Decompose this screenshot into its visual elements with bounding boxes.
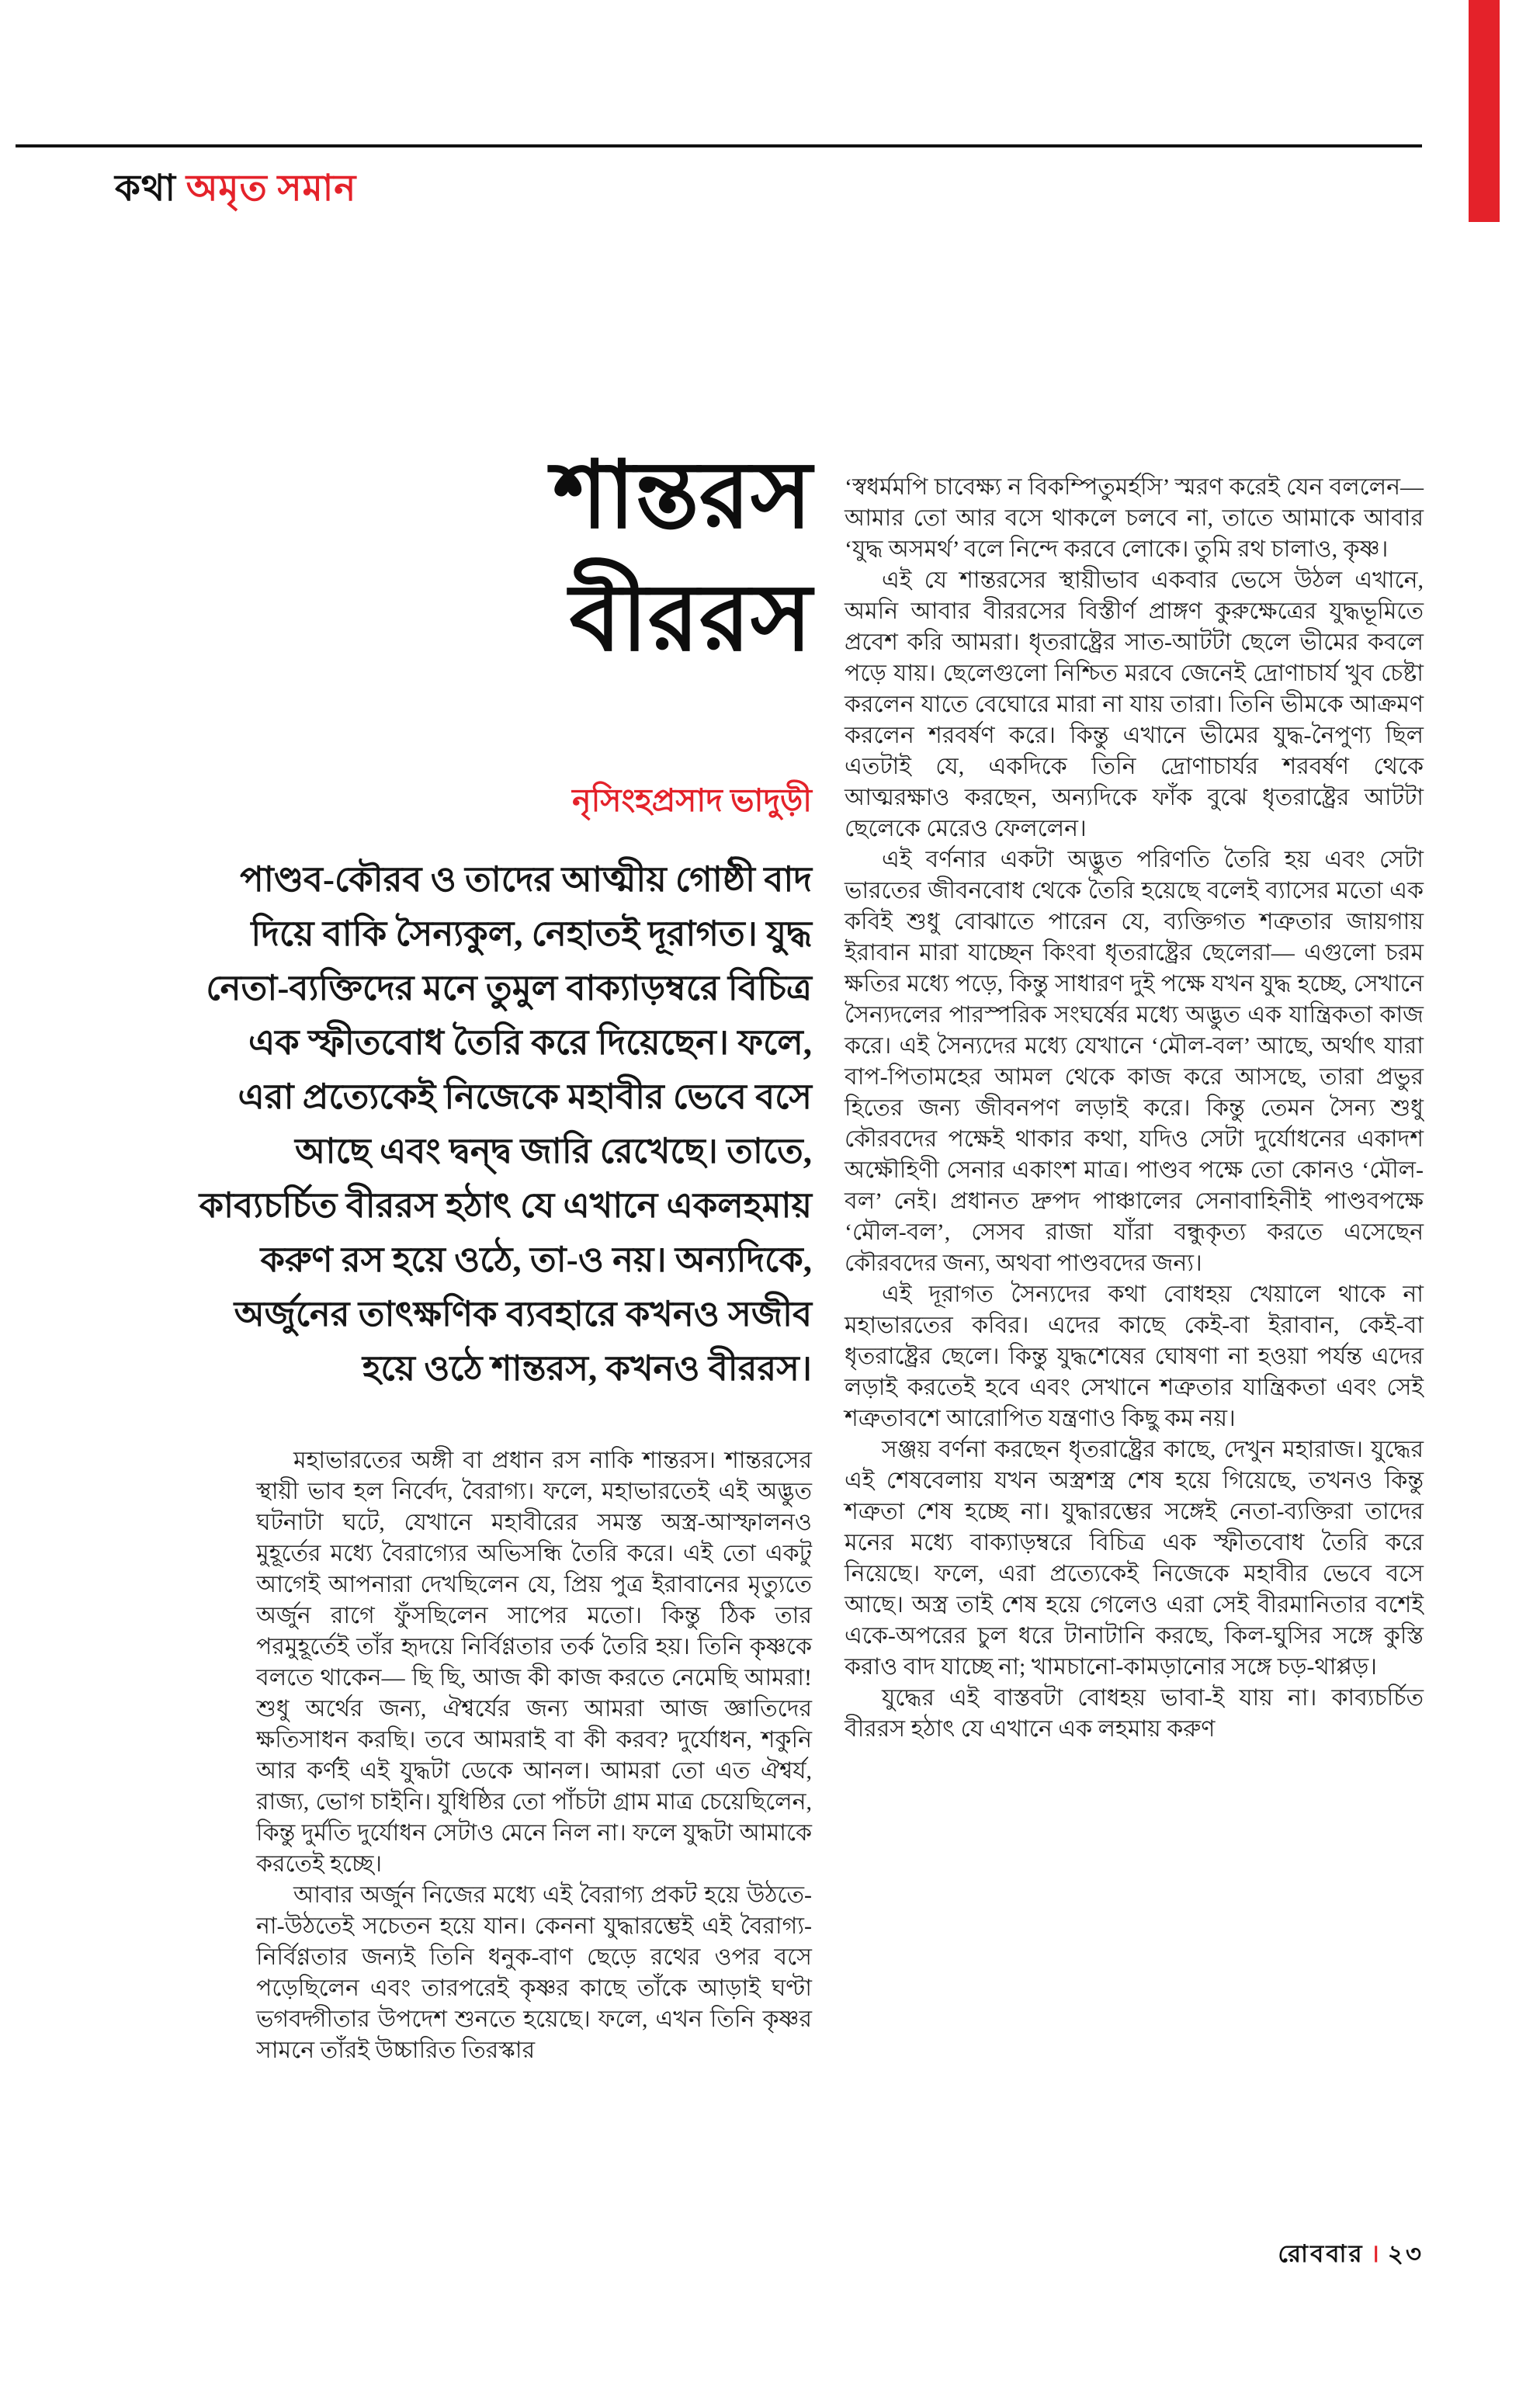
body-paragraph: সঞ্জয় বর্ণনা করছেন ধৃতরাষ্ট্রের কাছে, দেখুন মহারাজ। যুদ্ধের এই শেষবেলায় যখন অস্ত্রশস্ত্র শেষ হয়ে গিয়েছে, তখনও কিন্তু শত্রুতা শেষ হচ্ছে না। যুদ্ধারম্ভের সঙ্গেই নেতা-ব্যক্তিরা তাদের মনের মধ্যে বাক্যাড়ম্বরে বিচিত্র এক স্ফীতবোধ তৈরি করে নিয়েছে। ফলে, এরা প্রত্যেকেই নিজেকে মহাবীর ভেবে বসে আছে। অস্ত্র তাই শেষ হয়ে গেলেও এরা সেই বীরমানিতার বশেই একে-অপরের চুল ধরে টানাটানি করছে, কিল-ঘুসির সঙ্গে কুস্তি করাও বাদ যাচ্ছে না; খামচানো-কামড়ানোর সঙ্গে চড়-থাপ্পড়।	[845, 1437, 1424, 1680]
body-paragraph: এই যে শান্তরসের স্থায়ীভাব একবার ভেসে উঠল এখানে, অমনি আবার বীররসের বিস্তীর্ণ প্রাঙ্গণ কুরুক্ষেত্রের যুদ্ধভূমিতে প্রবেশ করি আমরা। ধৃতরাষ্ট্রের সাত-আটটা ছেলে ভীমের কবলে পড়ে যায়। ছেলেগুলো নিশ্চিত মরবে জেনেই দ্রোণাচার্য খুব চেষ্টা করলেন যাতে বেঘোরে মারা না যায় তারা। তিনি ভীমকে আক্রমণ করলেন শরবর্ষণ করে। কিন্তু এখানে ভীমের যুদ্ধ-নৈপুণ্য ছিল এতটাই যে, একদিকে তিনি দ্রোণাচার্যর শরবর্ষণ থেকে আত্মরক্ষাও করছেন, অন্যদিকে ফাঁক বুঝে ধৃতরাষ্ট্রের আটটা ছেলেকে মেরেও ফেললেন।	[845, 567, 1424, 841]
body-paragraph: এই দূরাগত সৈন্যদের কথা বোধহয় খেয়ালে থাকে না মহাভারতের কবির। এদের কাছে কেই-বা ইরাবান, কেই-বা ধৃতরাষ্ট্রের ছেলে। কিন্তু যুদ্ধশেষের ঘোষণা না হওয়া পর্যন্ত এদের লড়াই করতেই হবে এবং সেখানে শত্রুতার যান্ত্রিকতা এবং সেই শত্রুতাবশে আরোপিত যন্ত্রণাও কিছু কম নয়।	[845, 1281, 1424, 1431]
header-rule	[16, 144, 1422, 147]
standfirst-line: করুণ রস হয়ে ওঠে, তা-ও নয়। অন্যদিকে,	[260, 1240, 812, 1279]
body-paragraph: ‘স্বধর্মমপি চাবেক্ষ্য ন বিকম্পিতুমর্হসি’ স্মরণ করেই যেন বললেন— আমার তো আর বসে থাকলে চলবে না, তাতে আমাকে আবার ‘যুদ্ধ অসমর্থ’ বলে নিন্দে করবে লোকে। তুমি রথ চালাও, কৃষ্ণ।	[845, 474, 1424, 562]
standfirst-line: এরা প্রত্যেকেই নিজেকে মহাবীর ভেবে বসে	[238, 1077, 812, 1116]
standfirst-line: কাব্যচর্চিত বীররস হঠাৎ যে এখানে একলহমায়	[199, 1186, 812, 1225]
footer-magazine-name: রোববার	[1278, 2240, 1365, 2267]
body-paragraph: এই বর্ণনার একটা অদ্ভুত পরিণতি তৈরি হয় এবং সেটা ভারতের জীবনবোধ থেকে তৈরি হয়েছে বলেই ব্যাসের মতো এক কবিই শুধু বোঝাতে পারেন যে, ব্যক্তিগত শত্রুতার জায়গায় ইরাবান মারা যাচ্ছেন কিংবা ধৃতরাষ্ট্রের ছেলেরা— এগুলো চরম ক্ষতির মধ্যে পড়ে, কিন্তু সাধারণ দুই পক্ষে যখন যুদ্ধ হচ্ছে, সেখানে সৈন্যদলের পারস্পরিক সংঘর্ষের মধ্যে অদ্ভুত এক যান্ত্রিকতা কাজ করে। এই সৈন্যদের মধ্যে যেখানে ‘মৌল-বল’ আছে, অর্থাৎ যারা বাপ-পিতামহের আমল থেকে কাজ করে আসছে, তারা প্রভুর হিতের জন্য জীবনপণ লড়াই করে। কিন্তু তেমন সৈন্য শুধু কৌরবদের পক্ষেই থাকার কথা, যদিও সেটা দুর্যোধনের একাদশ অক্ষৌহিণী সেনার একাংশ মাত্র। পাণ্ডব পক্ষে তো কোনও ‘মৌল-বল’ নেই। প্রধানত দ্রুপদ পাঞ্চালের সেনাবাহিনীই পাণ্ডবপক্ষে ‘মৌল-বল’, সেসব রাজা যাঁরা বন্ধুকৃত্য করতে এসেছেন কৌরবদের জন্য, অথবা পাণ্ডবদের জন্য।	[845, 847, 1424, 1276]
footer-page-number: ২৩	[1387, 2240, 1424, 2267]
body-column-right	[845, 472, 1424, 1745]
standfirst-line: অর্জুনের তাৎক্ষণিক ব্যবহারে কখনও সজীব	[234, 1295, 812, 1333]
standfirst-line: আছে এবং দ্বন্দ্ব জারি রেখেছে। তাতে,	[294, 1132, 812, 1170]
kicker-word-black: কথা	[115, 168, 176, 209]
standfirst-line: দিয়ে বাকি সৈন্যকুল, নেহাতই দূরাগত। যুদ্ধ	[251, 914, 812, 953]
standfirst-line: হয়ে ওঠে শান্তরস, কখনও বীররস।	[362, 1349, 812, 1388]
red-spine-stripe	[1469, 0, 1500, 222]
standfirst-line: নেতা-ব্যক্তিদের মনে তুমুল বাক্যাড়ম্বরে বিচিত্র	[206, 969, 812, 1007]
footer-separator: ।	[1370, 2240, 1382, 2267]
section-kicker	[115, 160, 356, 220]
article-standfirst	[70, 852, 812, 1396]
body-paragraph: যুদ্ধের এই বাস্তবটা বোধহয় ভাবা-ই যায় না। কাব্যচর্চিত বীররস হঠাৎ যে এখানে এক লহমায় করুণ	[845, 1685, 1424, 1742]
article-byline: নৃসিংহপ্রসাদ ভাদুড়ী	[572, 782, 812, 818]
kicker-word-red: অমৃত সমান	[186, 168, 357, 209]
page-footer	[1278, 2235, 1424, 2276]
headline-line: বীররস	[569, 567, 812, 671]
body-paragraph: মহাভারতের অঙ্গী বা প্রধান রস নাকি শান্তরস। শান্তরসের স্থায়ী ভাব হল নির্বেদ, বৈরাগ্য। ফলে, মহাভারতেই এই অদ্ভুত ঘটনাটা ঘটে, যেখানে মহাবীরের সমস্ত অস্ত্র-আস্ফালনও মুহূর্তের মধ্যে বৈরাগ্যের অভিসন্ধি তৈরি করে। এই তো একটু আগেই আপনারা দেখছিলেন যে, প্রিয় পুত্র ইরাবানের মৃত্যুতে অর্জুন রাগে ফুঁসছিলেন সাপের মতো। কিন্তু ঠিক তার পরমুহূর্তেই তাঁর হৃদয়ে নির্বিণ্ণতার তর্ক তৈরি হয়। তিনি কৃষ্ণকে বলতে থাকেন— ছি ছি, আজ কী কাজ করতে নেমেছি আমরা! শুধু অর্থের জন্য, ঐশ্বর্যের জন্য আমরা আজ জ্ঞাতিদের ক্ষতিসাধন করছি। তবে আমরাই বা কী করব? দুর্যোধন, শকুনি আর কর্ণই এই যুদ্ধটা ডেকে আনল। আমরা তো এত ঐশ্বর্য, রাজ্য, ভোগ চাইনি। যুধিষ্ঠির তো পাঁচটা গ্রাম মাত্র চেয়েছিলেন, কিন্তু দুর্মতি দুর্যোধন সেটাও মেনে নিল না। ফলে যুদ্ধটা আমাকে করতেই হচ্ছে।	[256, 1448, 812, 1877]
article-headline	[93, 435, 812, 681]
headline-line: শান্তরস	[553, 444, 812, 547]
body-column-left	[256, 1445, 812, 2066]
body-paragraph: আবার অর্জুন নিজের মধ্যে এই বৈরাগ্য প্রকট হয়ে উঠতে-না-উঠতেই সচেতন হয়ে যান। কেননা যুদ্ধারম্ভেই এই বৈরাগ্য-নির্বিণ্ণতার জন্যই তিনি ধনুক-বাণ ছেড়ে রথের ওপর বসে পড়েছিলেন এবং তারপরেই কৃষ্ণর কাছে তাঁকে আড়াই ঘণ্টা ভগবদ্গীতার উপদেশ শুনতে হয়েছে। ফলে, এখন তিনি কৃষ্ণর সামনে তাঁরই উচ্চারিত তিরস্কার	[256, 1882, 812, 2063]
standfirst-line: এক স্ফীতবোধ তৈরি করে দিয়েছেন। ফলে,	[248, 1023, 812, 1062]
standfirst-line: পাণ্ডব-কৌরব ও তাদের আত্মীয় গোষ্ঠী বাদ	[240, 860, 812, 899]
